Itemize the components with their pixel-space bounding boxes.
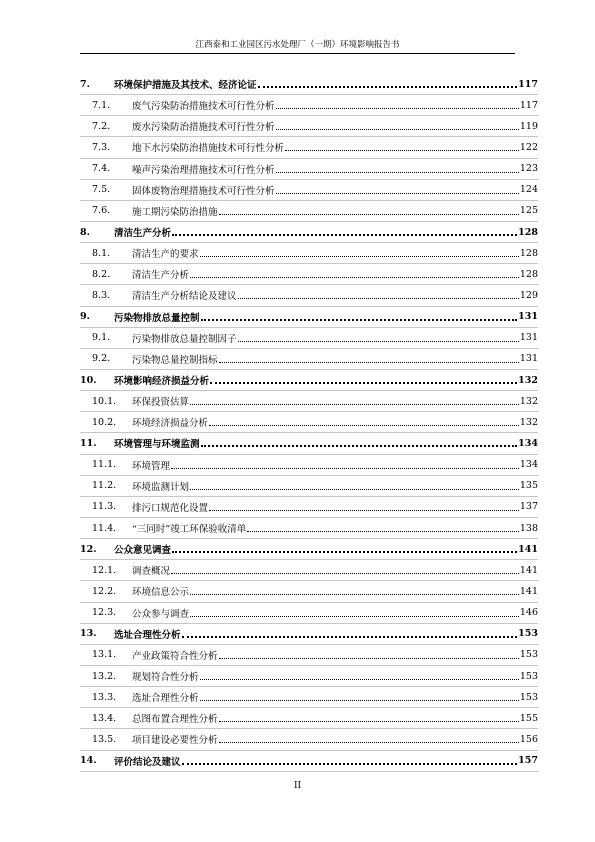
toc-dot-leader: [200, 247, 519, 259]
toc-dot-leader: [276, 184, 519, 196]
toc-entry-title: 评价结论及建议: [114, 756, 181, 768]
toc-entry-number: 10.2.: [92, 416, 117, 428]
toc-entry-number: 7.3.: [92, 141, 111, 153]
toc-entry-page: 134: [519, 459, 538, 471]
toc-entry-page: 123: [519, 163, 538, 175]
toc-section-entry[interactable]: [80, 201, 538, 222]
toc-entry-number: 8.3.: [92, 289, 111, 301]
toc-section-entry[interactable]: [80, 476, 538, 497]
toc-dot-leader: [219, 353, 519, 365]
toc-section-entry[interactable]: [80, 243, 538, 264]
toc-entry-page: 128: [519, 268, 538, 280]
toc-dot-leader: [182, 628, 518, 640]
header-rule: [80, 53, 515, 54]
toc-section-entry[interactable]: [80, 116, 538, 137]
toc-entry-number: 13.2.: [92, 670, 117, 682]
toc-entry-number: 7.6.: [92, 205, 111, 217]
toc-section-entry[interactable]: [80, 264, 538, 285]
toc-entry-page: 124: [519, 184, 538, 196]
toc-entry-title: 调查概况: [132, 566, 171, 578]
toc-entry-page: 153: [519, 649, 538, 661]
toc-dot-leader: [201, 311, 518, 323]
toc-entry-page: 137: [519, 501, 538, 513]
toc-chapter-entry[interactable]: [80, 307, 538, 328]
toc-entry-number: 8.2.: [92, 268, 111, 280]
toc-dot-leader: [200, 670, 519, 682]
toc-section-entry[interactable]: [80, 497, 538, 518]
toc-entry-page: 131: [519, 353, 538, 365]
toc-entry-title: 清洁生产的要求: [132, 249, 199, 261]
toc-entry-number: 9.2.: [92, 353, 111, 365]
page-number: II: [293, 781, 302, 791]
toc-section-entry[interactable]: [80, 581, 538, 602]
toc-dot-leader: [190, 607, 519, 619]
toc-chapter-entry[interactable]: [80, 222, 538, 243]
toc-entry-number: 7.2.: [92, 120, 111, 132]
toc-entry-number: 12.3.: [92, 607, 117, 619]
toc-dot-leader: [276, 99, 519, 111]
toc-chapter-entry[interactable]: [80, 433, 538, 454]
toc-entry-title: 环保投资估算: [132, 397, 190, 409]
toc-dot-leader: [210, 374, 517, 386]
toc-entry-title: 环境信息公示: [132, 587, 190, 599]
toc-entry-title: 环境保护措施及其技术、经济论证: [114, 80, 257, 92]
toc-entry-page: 117: [519, 99, 538, 111]
toc-section-entry[interactable]: [80, 328, 538, 349]
toc-section-entry[interactable]: [80, 391, 538, 412]
toc-entry-page: 146: [519, 607, 538, 619]
toc-dot-leader: [201, 437, 518, 449]
toc-entry-page: 155: [519, 712, 538, 724]
toc-entry-number: 9.1.: [92, 332, 111, 344]
toc-entry-number: 12.: [80, 543, 97, 555]
toc-entry-title: 清洁生产分析: [132, 270, 190, 282]
toc-entry-page: 132: [519, 395, 538, 407]
toc-dot-leader: [209, 416, 519, 428]
toc-entry-title: 公众意见调查: [114, 545, 172, 557]
toc-section-entry[interactable]: [80, 180, 538, 201]
toc-dot-leader: [190, 395, 519, 407]
toc-dot-leader: [285, 141, 519, 153]
toc-entry-number: 7.5.: [92, 184, 111, 196]
toc-entry-number: 13.1.: [92, 649, 117, 661]
toc-dot-leader: [190, 585, 519, 597]
toc-entry-title: 噪声污染治理措施技术可行性分析: [132, 164, 275, 176]
toc-dot-leader: [182, 755, 518, 767]
toc-dot-leader: [172, 543, 517, 555]
toc-section-entry[interactable]: [80, 412, 538, 433]
toc-entry-title: 选址合理性分析: [132, 693, 199, 705]
toc-entry-number: 9.: [80, 311, 90, 323]
toc-entry-number: 8.1.: [92, 247, 111, 259]
toc-entry-title: 环境经济损益分析: [132, 418, 209, 430]
toc-entry-number: 10.: [80, 374, 97, 386]
toc-section-entry[interactable]: [80, 560, 538, 581]
toc-entry-title: 环境管理与环境监测: [114, 439, 200, 451]
toc-dot-leader: [219, 649, 519, 661]
toc-entry-page: 153: [519, 670, 538, 682]
toc-entry-title: 废水污染防治措施技术可行性分析: [132, 122, 275, 134]
toc-chapter-entry[interactable]: [80, 370, 538, 391]
toc-dot-leader: [219, 205, 519, 217]
toc-section-entry[interactable]: [80, 349, 538, 370]
toc-entry-page: 134: [518, 437, 538, 449]
toc-chapter-entry[interactable]: [80, 539, 538, 560]
toc-entry-page: 122: [519, 141, 538, 153]
toc-dot-leader: [247, 522, 519, 534]
toc-entry-number: 11.3.: [92, 501, 117, 513]
toc-chapter-entry[interactable]: [80, 751, 538, 772]
toc-entry-title: 施工期污染防治措施: [132, 206, 218, 218]
toc-entry-page: 141: [519, 564, 538, 576]
toc-dot-leader: [209, 501, 519, 513]
toc-entry-page: 119: [519, 120, 538, 132]
toc-section-entry[interactable]: [80, 645, 538, 666]
running-header: 江西泰和工业园区污水处理厂（一期）环境影响报告书: [195, 40, 400, 50]
toc-entry-title: 产业政策符合性分析: [132, 650, 218, 662]
toc-dot-leader: [200, 691, 519, 703]
toc-entry-title: 项目建设必要性分析: [132, 735, 218, 747]
toc-entry-page: 129: [519, 289, 538, 301]
toc-entry-page: 157: [518, 755, 538, 767]
toc-entry-title: “三同时”竣工环保验收清单: [132, 524, 247, 536]
toc-entry-page: 156: [519, 733, 538, 745]
toc-entry-number: 12.2.: [92, 585, 117, 597]
toc-entry-number: 13.3.: [92, 691, 117, 703]
toc-entry-title: 规划符合性分析: [132, 672, 199, 683]
toc-entry-page: 153: [518, 628, 538, 640]
toc-entry-number: 13.5.: [92, 733, 117, 745]
toc-section-entry[interactable]: [80, 708, 538, 729]
toc-section-entry[interactable]: [80, 159, 538, 180]
toc-entry-number: 10.1.: [92, 395, 117, 407]
toc-section-entry[interactable]: [80, 603, 538, 624]
toc-entry-page: 117: [518, 78, 538, 90]
toc-entry-title: 地下水污染防治措施技术可行性分析: [132, 143, 285, 155]
toc-entry-page: 128: [518, 226, 538, 238]
toc-entry-title: 清洁生产分析: [114, 228, 172, 240]
toc-entry-title: 环境影响经济损益分析: [114, 376, 210, 388]
toc-dot-leader: [190, 480, 519, 492]
toc-entry-title: 总图布置合理性分析: [132, 714, 218, 726]
toc-dot-leader: [219, 733, 519, 745]
toc-entry-page: 125: [519, 205, 538, 217]
toc-entry-number: 13.: [80, 628, 97, 640]
toc-dot-leader: [171, 459, 519, 471]
toc-entry-page: 131: [519, 332, 538, 344]
toc-dot-leader: [171, 564, 519, 576]
toc-dot-leader: [276, 120, 519, 132]
toc-section-entry[interactable]: [80, 95, 538, 116]
toc-section-entry[interactable]: [80, 137, 538, 158]
toc-entry-title: 排污口规范化设置: [132, 502, 209, 514]
toc-chapter-entry[interactable]: [80, 74, 538, 95]
toc-section-entry[interactable]: [80, 285, 538, 306]
toc-dot-leader: [172, 226, 517, 238]
toc-entry-number: 8.: [80, 226, 90, 238]
toc-section-entry[interactable]: [80, 687, 538, 708]
toc-entry-number: 7.: [80, 78, 90, 90]
toc-entry-page: 132: [518, 374, 538, 386]
toc-dot-leader: [238, 289, 519, 301]
toc-dot-leader: [219, 712, 519, 724]
toc-entry-title: 选址合理性分析: [114, 629, 181, 641]
toc-entry-page: 132: [519, 416, 538, 428]
toc-entry-number: 12.1.: [92, 564, 117, 576]
toc-entry-number: 11.4.: [92, 522, 117, 534]
toc-entry-page: 153: [519, 691, 538, 703]
toc-entry-page: 135: [519, 480, 538, 492]
toc-entry-number: 13.4.: [92, 712, 117, 724]
toc-dot-leader: [276, 163, 519, 175]
toc-entry-page: 128: [519, 247, 538, 259]
table-of-contents: [80, 74, 538, 772]
toc-entry-page: 141: [519, 585, 538, 597]
toc-entry-title: 固体废物治理措施技术可行性分析: [132, 185, 275, 197]
toc-section-entry[interactable]: [80, 729, 538, 750]
toc-dot-leader: [258, 78, 518, 90]
toc-entry-title: 环境管理: [132, 460, 171, 472]
toc-dot-leader: [190, 268, 519, 280]
toc-entry-title: 污染物排放总量控制: [114, 312, 200, 324]
toc-section-entry[interactable]: [80, 455, 538, 476]
toc-entry-title: 污染物排放总量控制因子: [132, 333, 237, 345]
toc-entry-number: 11.: [80, 437, 97, 449]
toc-entry-number: 7.4.: [92, 163, 111, 175]
toc-entry-number: 11.1.: [92, 459, 117, 471]
toc-dot-leader: [238, 332, 519, 344]
toc-entry-title: 环境监测计划: [132, 481, 190, 493]
toc-entry-title: 清洁生产分析结论及建议: [132, 291, 237, 303]
toc-entry-title: 公众参与调查: [132, 608, 190, 620]
toc-entry-title: 废气污染防治措施技术可行性分析: [132, 101, 275, 113]
toc-section-entry[interactable]: [80, 518, 538, 539]
toc-entry-page: 138: [519, 522, 538, 534]
toc-entry-number: 14.: [80, 755, 97, 767]
toc-chapter-entry[interactable]: [80, 624, 538, 645]
toc-entry-title: 污染物总量控制指标: [132, 354, 218, 366]
toc-entry-page: 141: [518, 543, 538, 555]
toc-entry-page: 131: [518, 311, 538, 323]
toc-entry-number: 7.1.: [92, 99, 111, 111]
toc-section-entry[interactable]: [80, 666, 538, 687]
toc-entry-number: 11.2.: [92, 480, 117, 492]
